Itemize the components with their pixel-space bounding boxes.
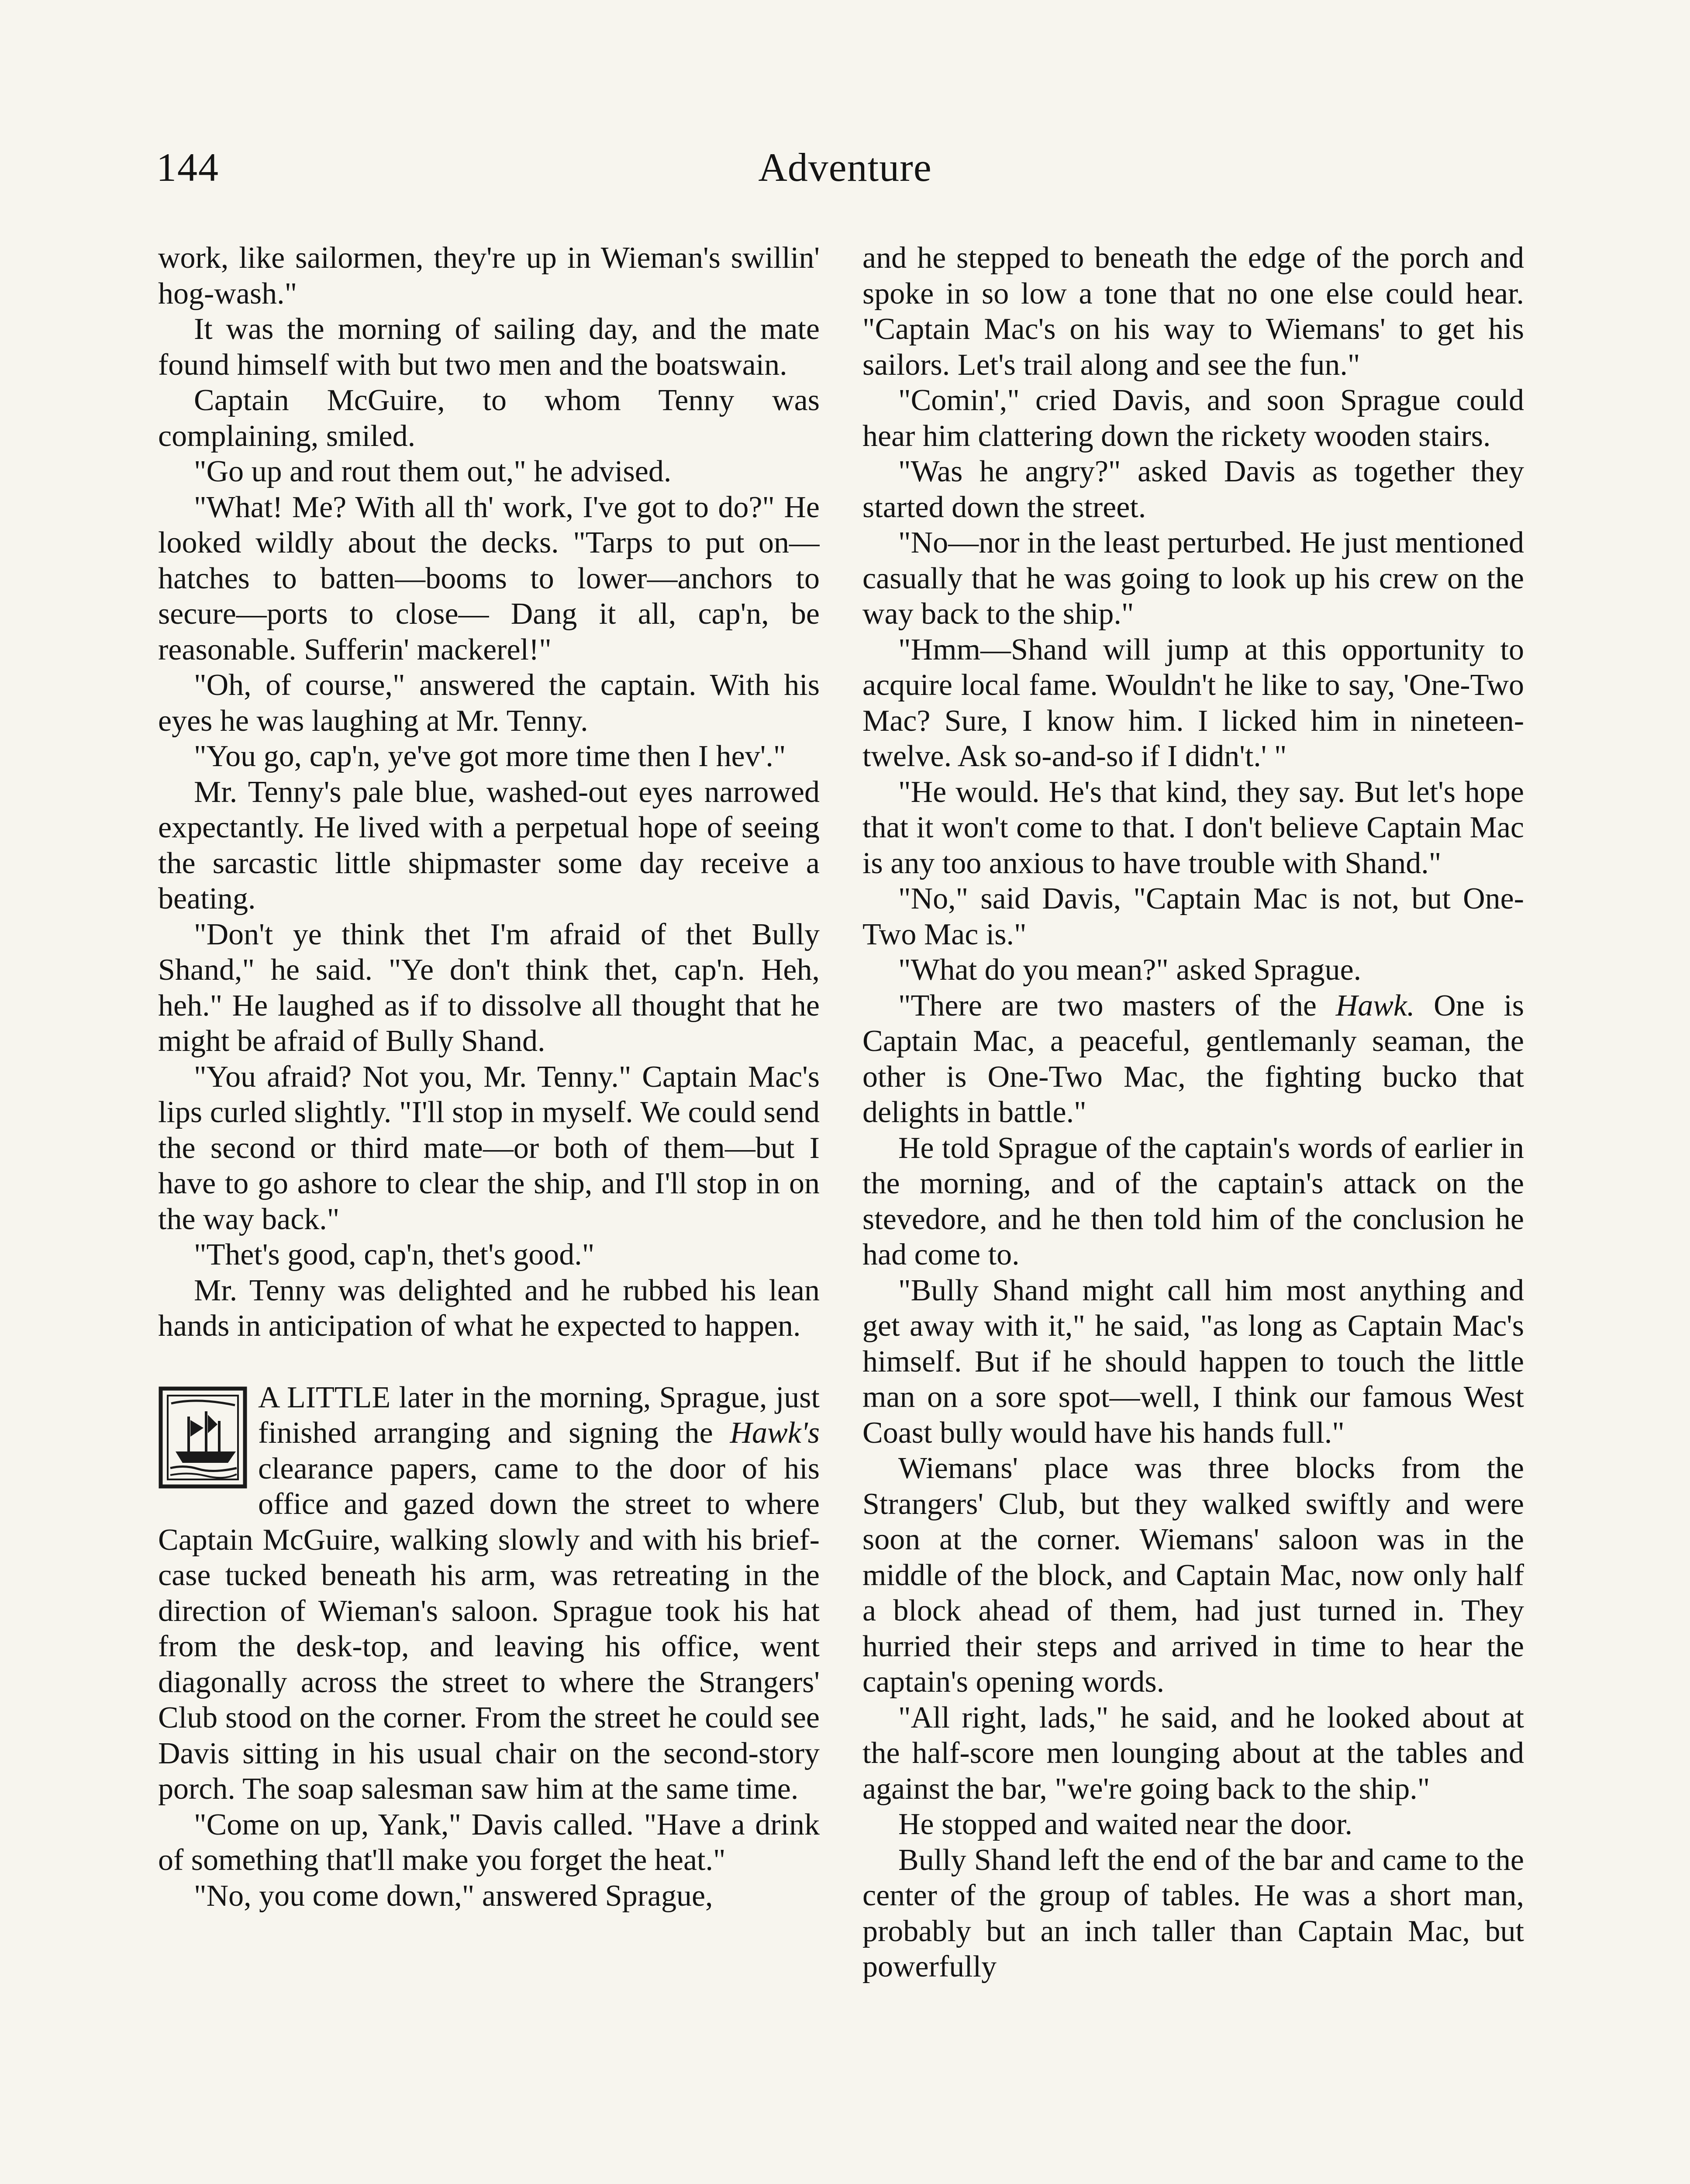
paragraph: Captain McGuire, to whom Tenny was complaining, smiled. <box>158 384 820 453</box>
paragraph <box>862 988 1524 1130</box>
paragraph: "You afraid? Not you, Mr. Tenny." Captain Mac's lips curled slightly. "I'll stop in myself. We could send the second or third mate—or both of them—but I have to go ashore to clear the ship, and I'll stop in on the way back." <box>158 1060 820 1236</box>
paragraph: "No," said Davis, "Captain Mac is not, but One-Two Mac is." <box>862 882 1524 951</box>
paragraph: "Was he angry?" asked Davis as together they started down the street. <box>862 455 1524 524</box>
paragraph: Mr. Tenny was delighted and he rubbed his lean hands in anticipation of what he expected to happen. <box>158 1273 820 1343</box>
page-number: 144 <box>156 145 219 190</box>
left-column <box>158 240 820 2184</box>
paragraph: He told Sprague of the captain's words of earlier in the morning, and of the captain's attack on the stevedore, and he then told him of the conclusion he had come to. <box>862 1131 1524 1272</box>
paragraph: Bully Shand left the end of the bar and came to the center of the group of tables. He was a short man, probably but an inch taller than Captain Mac, but powerfully <box>862 1843 1524 1984</box>
paragraph: "All right, lads," he said, and he looked about at the half-score men lounging about at the tables and against the bar, "we're going back to the ship." <box>862 1700 1524 1806</box>
paragraph: Mr. Tenny's pale blue, washed-out eyes narrowed expectantly. He lived with a perpetual hope of seeing the sarcastic little shipmaster some day receive a beating. <box>158 775 820 916</box>
ship-name: Hawk's <box>730 1416 820 1450</box>
right-column <box>862 240 1524 2184</box>
paragraph: It was the morning of sailing day, and the mate found himself with but two men and the boatswain. <box>158 312 820 382</box>
paragraph: "Comin'," cried Davis, and soon Sprague could hear him clattering down the rickety wooden stairs. <box>862 384 1524 453</box>
paragraph: "Thet's good, cap'n, thet's good." <box>194 1238 595 1272</box>
paragraph: "Don't ye think thet I'm afraid of thet Bully Shand," he said. "Ye don't think thet, cap'n. Heh, heh." He laughed as if to dissolve all thought that he might be afraid of Bully Shand. <box>158 917 820 1058</box>
section-opening-paragraph <box>158 1380 820 1807</box>
paragraph: "Hmm—Shand will jump at this opportunity to acquire local fame. Wouldn't he like to say, 'One-Two Mac? Sure, I know him. I licked him in nineteen-twelve. Ask so-and-so if I didn't.' " <box>862 632 1524 773</box>
paragraph-text: clearance papers, came to the door of his office and gazed down the street to where Captain McGuire, walking slowly and with his brief-case tucked beneath his arm, was retreating in the direction of Wieman's saloon. Sprague took his hat from the desk-top, and leaving his office, went diagonally across the street to where the Strangers' Club stood on the corner. From the street he could see Davis sitting in his usual chair on the second-story porch. The soap salesman saw him at the same time. <box>158 1451 820 1806</box>
paragraph: "He would. He's that kind, they say. But let's hope that it won't come to that. I don't believe Captain Mac is any too anxious to have trouble with Shand." <box>862 775 1524 880</box>
running-head-title: Adventure <box>758 145 932 190</box>
paragraph: "What! Me? With all th' work, I've got to do?" He looked wildly about the decks. "Tarps to put on—hatches to batten—booms to lower—anchors to secure—ports to close— Dang it all, cap'n, be reasonable. Sufferin' mackerel!" <box>158 490 820 667</box>
paragraph-text: "There are two masters of the <box>898 988 1336 1023</box>
paragraph: "You go, cap'n, ye've got more time then I hev'." <box>194 740 786 773</box>
paragraph: "Oh, of course," answered the captain. With his eyes he was laughing at Mr. Tenny. <box>158 668 820 738</box>
paragraph: "No—nor in the least perturbed. He just mentioned casually that he was going to look up his crew on the way back to the ship." <box>862 526 1524 631</box>
paragraph-text: One is Captain Mac, a peaceful, gentlemanly seaman, the other is One-Two Mac, the fighting bucko that delights in battle." <box>862 988 1524 1129</box>
ship-vignette-icon <box>158 1386 248 1489</box>
paragraph: work, like sailormen, they're up in Wieman's swillin' hog-wash." <box>158 241 820 311</box>
paragraph-text: later in the morning, Sprague, just finished arranging and signing the <box>258 1380 820 1450</box>
paragraph: "What do you mean?" asked Sprague. <box>898 953 1362 987</box>
paragraph: "Come on up, Yank," Davis called. "Have a drink of something that'll make you forget the heat." <box>158 1807 820 1877</box>
paragraph: Wiemans' place was three blocks from the Strangers' Club, but they walked swiftly and were soon at the corner. Wiemans' saloon was in the middle of the block, and Captain Mac, now only half a block ahead of them, had just turned in. They hurried their steps and arrived in time to hear the captain's opening words. <box>862 1451 1524 1699</box>
small-caps-lead: A LITTLE <box>258 1380 391 1414</box>
paragraph: "Bully Shand might call him most anything and get away with it," he said, "as long as Captain Mac's himself. But if he should happen to touch the little man on a sore spot—well, I think our famous West Coast bully would have his hands full." <box>862 1273 1524 1450</box>
paragraph: "No, you come down," answered Sprague, <box>194 1879 713 1913</box>
paragraph: and he stepped to beneath the edge of the porch and spoke in so low a tone that no one else could hear. "Captain Mac's on his way to Wiemans' to get his sailors. Let's trail along and see the fun." <box>862 241 1524 382</box>
ship-name: Hawk. <box>1335 988 1415 1023</box>
paragraph: He stopped and waited near the door. <box>898 1807 1352 1841</box>
paragraph: "Go up and rout them out," he advised. <box>194 455 672 488</box>
